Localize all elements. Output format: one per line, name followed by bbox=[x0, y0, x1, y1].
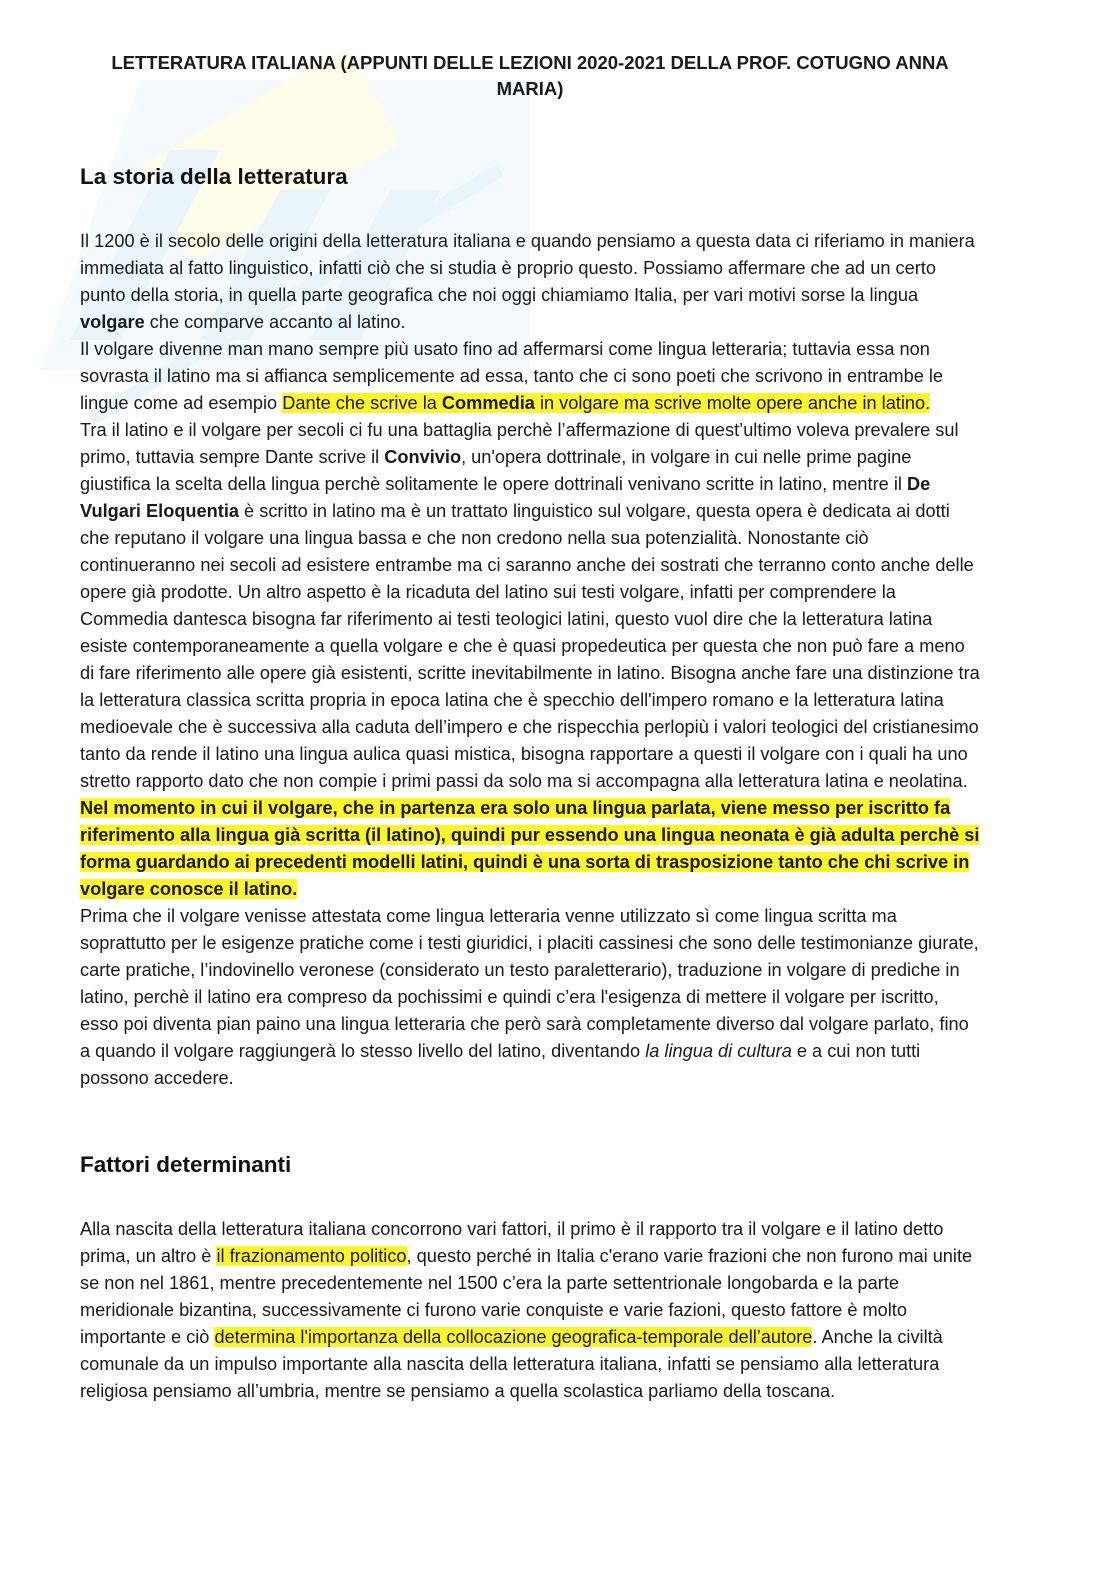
paragraph-lingua-scritta: Prima che il volgare venisse attestata come lingua letteraria venne utilizzato sì come lingua scritta ma soprattutto per le esigenze pratiche come i testi giuridici, i placiti cassinesi che sono delle testimonianze giurate, carte pratiche, l’indovinello veronese (considerato un testo paraletterario), traduzione in volgare di prediche in latino, perchè il latino era compreso da pochissimi e quindi c’era l'esigenza di mettere il volgare per iscritto, esso poi diventa pian paino una lingua letteraria che però sarà completamente diverso dal volgare parlato, fino a quando il volgare raggiungerà lo stesso livello del latino, diventando la lingua di cultura e a cui non tutti possono accedere. bbox=[80, 906, 979, 1088]
term-volgare: volgare bbox=[80, 312, 145, 332]
term-lingua-di-cultura: la lingua di cultura bbox=[645, 1041, 792, 1061]
section-heading-storia: La storia della letteratura bbox=[80, 164, 348, 189]
paragraph-highlight-trasposizione bbox=[80, 795, 980, 903]
term-de-vulgari-eloquentia: De Vulgari Eloquentia bbox=[80, 474, 931, 521]
paragraph-fattori: Alla nascita della letteratura italiana concorrono vari fattori, il primo è il rapporto tra il volgare e il latino detto prima, un altro è il frazionamento politico, questo perché in Italia c'erano varie frazioni che non furono mai unite se non nel 1861, mentre precedentemente nel 1500 c’era la parte settentrionale longobarda e la parte meridionale bizantina, successivamente ci furono varie conquiste e varie fazioni, questo fattore è molto importante e ciò determina l'importanza della collocazione geografica-temporale dell’autore. Anche la civiltà comunale da un impulso importante alla nascita della letteratura italiana, infatti se pensiamo alla letteratura religiosa pensiamo all’umbria, mentre se pensiamo a quella scolastica parliamo della toscana. bbox=[80, 1219, 973, 1401]
highlight-dante-commedia: Dante che scrive la Commedia in volgare ma scrive molte opere anche in latino. bbox=[282, 393, 931, 413]
paragraph-volgare-latino: Il volgare divenne man mano sempre più usato fino ad affermarsi come lingua letteraria; tuttavia essa non sovrasta il latino ma si affianca semplicemente ad essa, tanto che ci sono poeti che scrivono in entrambe le lingue come ad esempio Dante che scrive la Commedia in volgare ma scrive molte opere anche in latino. bbox=[80, 339, 944, 413]
highlight-frazionamento: il frazionamento politico bbox=[216, 1246, 407, 1266]
paragraph-origini: Il 1200 è il secolo delle origini della letteratura italiana e quando pensiamo a questa data ci riferiamo in maniera immediata al fatto linguistico, infatti ciò che si studia è proprio questo. Possiamo affermare che ad un certo punto della storia, in quella parte geografica che noi oggi chiamiamo Italia, per vari motivi sorse la lingua volgare che comparve accanto al latino. bbox=[80, 231, 975, 332]
term-convivio: Convivio bbox=[384, 447, 462, 467]
highlight-collocazione: determina l'importanza della collocazione geografica-temporale dell’autore bbox=[214, 1327, 813, 1347]
document-title: LETTERATURA ITALIANA (APPUNTI DELLE LEZIONI 2020-2021 DELLA PROF. COTUGNO ANNA MARIA) bbox=[111, 52, 949, 99]
section-heading-fattori: Fattori determinanti bbox=[80, 1152, 292, 1177]
document-page bbox=[80, 50, 980, 1405]
highlight-trasposizione: Nel momento in cui il volgare, che in partenza era solo una lingua parlata, viene messo per iscritto fa riferimento alla lingua già scritta (il latino), quindi pur essendo una lingua neonata è già adulta perchè si forma guardando ai precedenti modelli latini, quindi è una sorta di trasposizione tanto che chi scrive in volgare conosce il latino. bbox=[80, 798, 980, 899]
paragraph-battaglia: Tra il latino e il volgare per secoli ci fu una battaglia perchè l’affermazione di quest’ultimo voleva prevalere sul primo, tuttavia sempre Dante scrive il Convivio, un'opera dottrinale, in volgare in cui nelle prime pagine giustifica la scelta della lingua perchè solitamente le opere dottrinali venivano scritte in latino, mentre il De Vulgari Eloquentia è scritto in latino ma è un trattato linguistico sul volgare, questa opera è dedicata ai dotti che reputano il volgare una lingua bassa e che non credono nella sua potenzialità. Nonostante ciò continueranno nei secoli ad esistere entrambe ma ci saranno anche dei sostrati che terranno conto anche delle opere già prodotte. Un altro aspetto è la ricaduta del latino sui testi volgare, infatti per comprendere la Commedia dantesca bisogna far riferimento ai testi teologici latini, questo vuol dire che la letteratura latina esiste contemporaneamente a quella volgare e che è quasi propedeutica per questa che non può fare a meno di fare riferimento alle opere già esistenti, scritte inevitabilmente in latino. Bisogna anche fare una distinzione tra la letteratura classica scritta propria in epoca latina che è specchio dell'impero romano e la letteratura latina medioevale che è successiva alla caduta dell’impero e che rispecchia perlopiù i valori teologici del cristianesimo tanto da rende il latino una lingua aulica quasi mistica, bisogna rapportare a questi il volgare con i quali ha uno stretto rapporto dato che non compie i primi passi da solo ma si accompagna alla letteratura latina e neolatina. bbox=[80, 420, 980, 791]
